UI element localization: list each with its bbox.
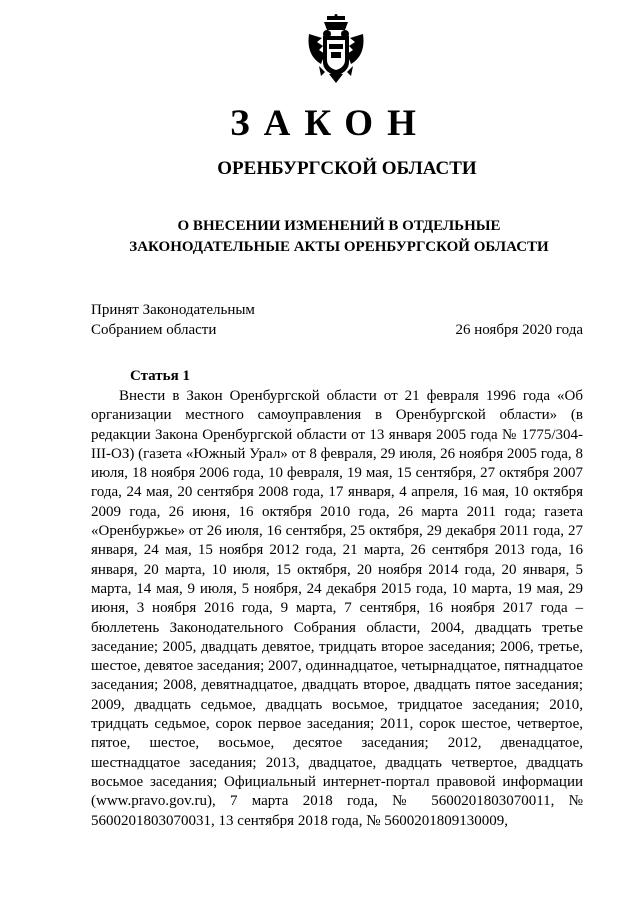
law-title: ЗАКОН bbox=[230, 103, 430, 144]
article-text: Внести в Закон Оренбургской области от 21 февраля 1996 года «Об организации местного самоуправления в Оренбургской области» (в редакции Закона Оренбургской области от 13 января 2005 года № 1775/304-III-ОЗ) (газета «Южный Урал» от 8 февраля, 29 июля, 26 ноября 2005 года, 8 июля, 18 ноября 2006 года, 10 февраля, 19 мая, 15 сентября, 27 октября 2007 года, 24 мая, 20 сентября 2008 года, 17 января, 4 апреля, 16 мая, 10 октября 2009 года, 26 июня, 16 октября 2010 года, 26 марта 2011 года; газета «Оренбуржье» от 26 июля, 16 сентября, 25 октября, 29 декабря 2011 года, 27 января, 24 мая, 15 ноября 2012 года, 21 марта, 26 сентября 2013 года, 16 января, 20 марта, 10 июля, 15 октября, 20 ноября 2014 года, 20 января, 5 марта, 14 мая, 9 июля, 5 ноября, 24 декабря 2015 года, 10 марта, 19 мая, 29 июня, 3 ноября 2016 года, 9 марта, 7 сентября, 16 ноября 2017 года – бюллетень Законодательного Собрания области, 2004, двадцать третье заседание; 2005, двадцать девятое, тридцать второе заседания; 2006, третье, шестое, девятое заседания; 2007, одиннадцатое, четырнадцатое, пятнадцатое заседания; 2008, девятнадцатое, двадцать второе, двадцать пятое заседания; 2009, двадцать седьмое, двадцать восьмое, тридцатое заседания; 2010, тридцать седьмое, сорок первое заседания; 2011, сорок шестое, четвертое, пятое, шестое, восьмое, десятое заседания; 2012, двенадцатое, шестнадцатое заседания; 2013, двадцатое, двадцать четвертое, двадцать восьмое заседания; Официальный интернет-портал правовой информации (www.pravo.gov.ru), 7 марта 2018 года, № 5600201803070011, № 5600201803070031, 13 сентября 2018 года, № 5600201809130009, bbox=[91, 388, 584, 829]
adoption-line-1: Принят Законодательным bbox=[91, 302, 255, 318]
article-heading: Статья 1 bbox=[130, 368, 190, 384]
adoption-block bbox=[91, 300, 583, 340]
adoption-date: 26 ноября 2020 года bbox=[455, 322, 583, 338]
law-subject: О ВНЕСЕНИИ ИЗМЕНЕНИЙ В ОТДЕЛЬНЫЕ ЗАКОНОДАТЕЛЬНЫЕ АКТЫ ОРЕНБУРГСКОЙ ОБЛАСТИ bbox=[129, 218, 549, 255]
coat-of-arms-icon bbox=[305, 14, 367, 84]
region-name: ОРЕНБУРГСКОЙ ОБЛАСТИ bbox=[217, 158, 477, 179]
adoption-line-2: Собранием области bbox=[91, 322, 217, 338]
